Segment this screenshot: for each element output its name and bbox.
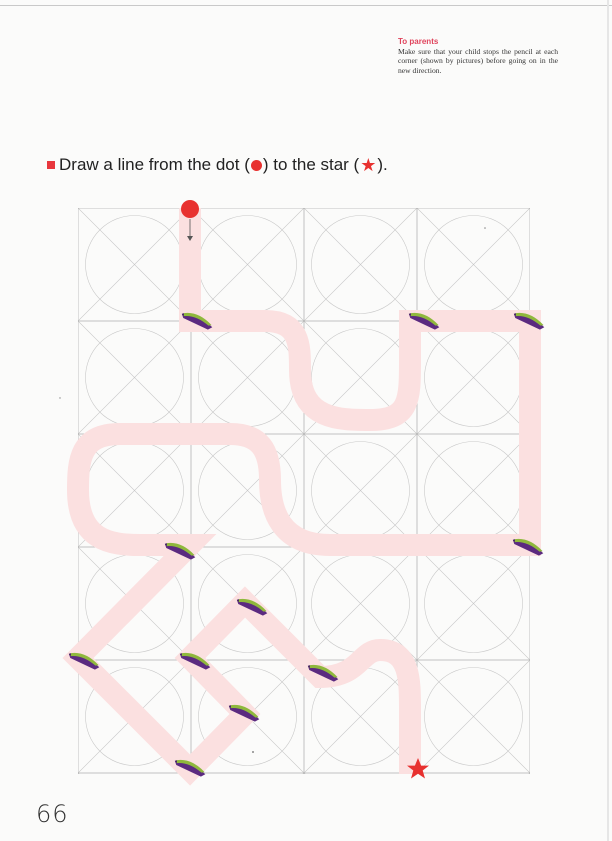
parents-note-title: To parents — [398, 37, 439, 46]
instruction-text-3: ). — [377, 155, 388, 174]
parents-note-text: Make sure that your child stops the pencil at each corner (shown by pictures) before going on in the new direction. — [398, 47, 558, 75]
star-symbol-icon: ★ — [360, 154, 377, 175]
grid — [78, 208, 530, 774]
page-number: 66 — [36, 800, 69, 828]
instruction-text-1: Draw a line from the dot ( — [59, 155, 250, 174]
red-dot-icon — [181, 200, 199, 218]
instruction-text-2: ) to the star ( — [262, 155, 360, 174]
